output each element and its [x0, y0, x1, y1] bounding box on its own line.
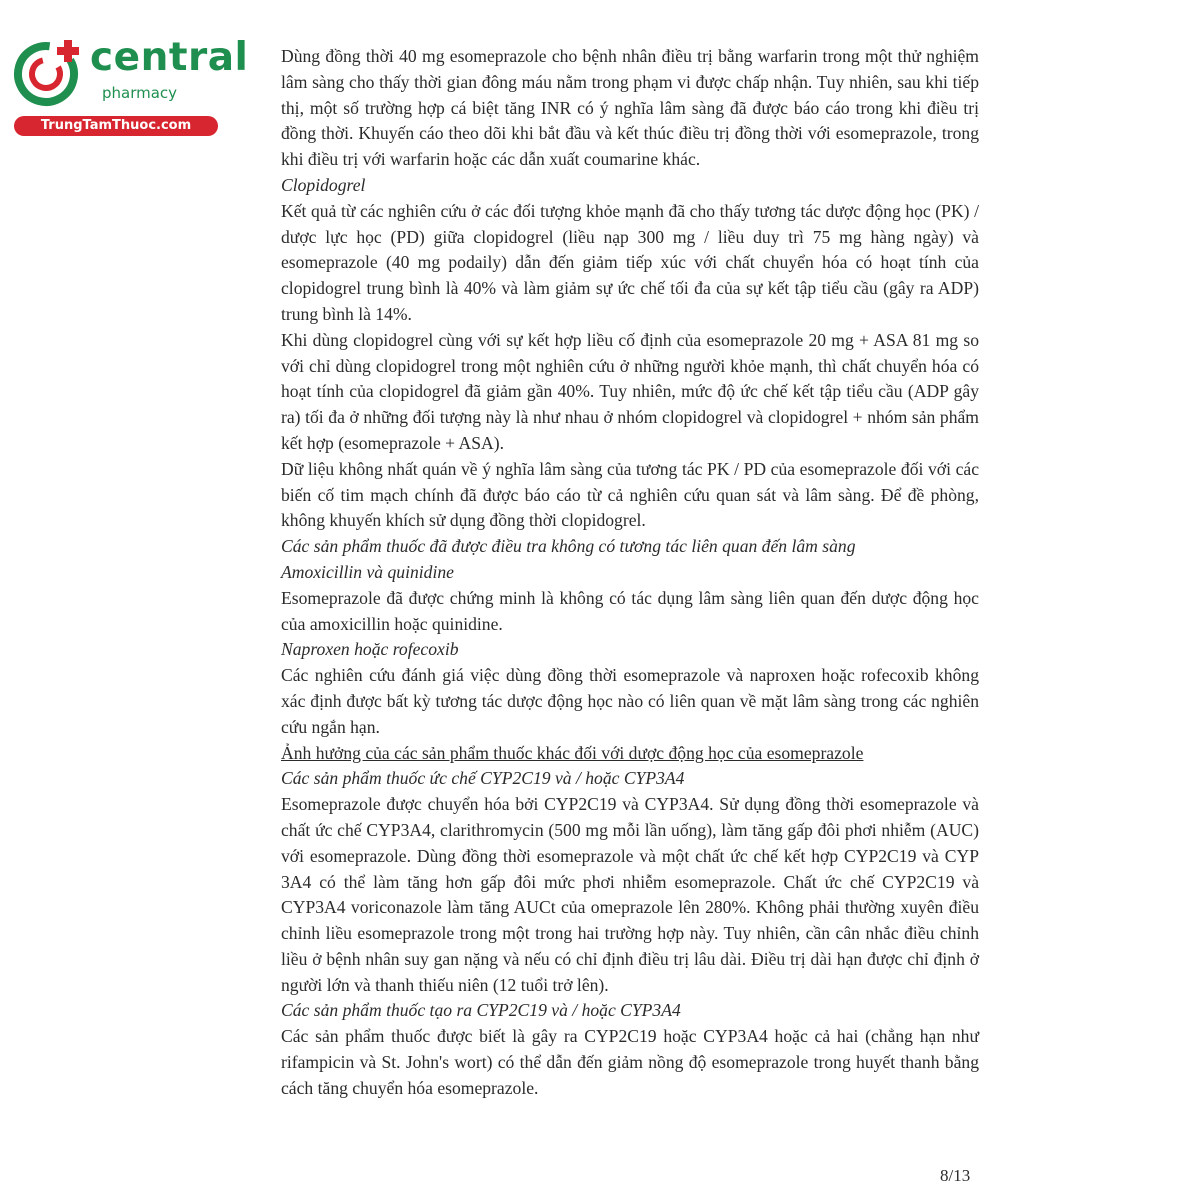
heading-inhibitors: Các sản phẩm thuốc ức chế CYP2C19 và / hoặc CYP3A4	[281, 768, 685, 789]
document-body	[281, 44, 979, 1102]
paragraph-clopidogrel-asa: Khi dùng clopidogrel cùng với sự kết hợp liều cố định của esomeprazole 20 mg + ASA 81 mg so với chỉ dùng clopidogrel trong một nghiên cứu ở những người khỏe mạnh, thì chất chuyển hóa có hoạt tính của clopidogrel đã giảm gần 40%. Tuy nhiên, mức độ ức chế kết tập tiểu cầu (ADP gây ra) tối đa ở những đối tượng này là như nhau ở nhóm clopidogrel và clopidogrel + nhóm sản phẩm kết hợp (esomeprazole + ASA).	[281, 329, 979, 453]
paragraph-clopidogrel-data: Dữ liệu không nhất quán về ý nghĩa lâm sàng của tương tác PK / PD của esomeprazole đối với các biến cố tim mạch chính đã được báo cáo từ cả nghiên cứu quan sát và lâm sàng. Để đề phòng, không khuyến khích sử dụng đồng thời clopidogrel.	[281, 458, 979, 531]
brand-logo	[10, 34, 249, 139]
heading-amoxicillin: Amoxicillin và quinidine	[281, 561, 454, 582]
paragraph-inducers: Các sản phẩm thuốc được biết là gây ra CYP2C19 hoặc CYP3A4 hoặc cả hai (chẳng hạn như rifampicin và St. John's wort) có thể dẫn đến giảm nồng độ esomeprazole trong huyết thanh bằng cách tăng chuyển hóa esomeprazole.	[281, 1026, 979, 1098]
paragraph-naproxen: Các nghiên cứu đánh giá việc dùng đồng thời esomeprazole và naproxen hoặc rofecoxib không xác định được bất kỳ tương tác dược động học nào có liên quan về mặt lâm sàng trong các nghiên cứu ngắn hạn.	[281, 665, 979, 737]
page-number: 8/13	[940, 1166, 971, 1185]
brand-website: TrungTamThuoc.com	[14, 116, 218, 136]
heading-clopidogrel: Clopidogrel	[281, 174, 366, 195]
heading-effect-other-drugs: Ảnh hưởng của các sản phẩm thuốc khác đối với dược động học của esomeprazole	[281, 742, 864, 763]
paragraph-amoxicillin: Esomeprazole đã được chứng minh là không có tác dụng lâm sàng liên quan đến dược động học của amoxicillin hoặc quinidine.	[281, 587, 979, 634]
central-pharmacy-logo-icon	[12, 36, 84, 108]
paragraph-clopidogrel-pk: Kết quả từ các nghiên cứu ở các đối tượng khỏe mạnh đã cho thấy tương tác dược động học (PK) / dược lực học (PD) giữa clopidogrel (liều nạp 300 mg / liều duy trì 75 mg hàng ngày) và esomeprazole (40 mg podaily) dẫn đến giảm tiếp xúc với chất chuyển hóa có hoạt tính của clopidogrel trung bình là 40% và làm giảm sự ức chế tối đa của sự kết tập tiểu cầu (gây ra ADP) trung bình là 14%.	[281, 200, 979, 324]
brand-tagline: pharmacy	[102, 84, 178, 102]
paragraph-warfarin: Dùng đồng thời 40 mg esomeprazole cho bệnh nhân điều trị bằng warfarin trong một thử nghiệm lâm sàng cho thấy thời gian đông máu nằm trong phạm vi được chấp nhận. Tuy nhiên, sau khi tiếp thị, một số trường hợp cá biệt tăng INR có ý nghĩa lâm sàng đã được báo cáo trong khi điều trị đồng thời. Khuyến cáo theo dõi khi bắt đầu và kết thúc điều trị đồng thời với esomeprazole, trong khi điều trị với warfarin hoặc các dẫn xuất coumarine khác.	[281, 46, 979, 170]
heading-inducers: Các sản phẩm thuốc tạo ra CYP2C19 và / hoặc CYP3A4	[281, 1000, 681, 1021]
heading-no-interaction: Các sản phẩm thuốc đã được điều tra không có tương tác liên quan đến lâm sàng	[281, 536, 856, 557]
brand-name: central	[90, 35, 249, 80]
paragraph-inhibitors: Esomeprazole được chuyển hóa bởi CYP2C19 và CYP3A4. Sử dụng đồng thời esomeprazole và chất ức chế CYP3A4, clarithromycin (500 mg mỗi lần uống), làm tăng gấp đôi phơi nhiễm (AUC) với esomeprazole. Dùng đồng thời esomeprazole và một chất ức chế kết hợp CYP2C19 và CYP 3A4 có thể làm tăng hơn gấp đôi mức phơi nhiễm esomeprazole. Chất ức chế CYP2C19 và CYP3A4 voriconazole làm tăng AUCt của omeprazole lên 280%. Không phải thường xuyên điều chỉnh liều esomeprazole trong một trong hai trường hợp này. Tuy nhiên, cần cân nhắc điều chỉnh liều ở bệnh nhân suy gan nặng và nếu có chỉ định điều trị lâu dài. Điều trị dài hạn được chỉ định ở người lớn và thanh thiếu niên (12 tuổi trở lên).	[281, 794, 979, 995]
heading-naproxen: Naproxen hoặc rofecoxib	[281, 639, 459, 660]
